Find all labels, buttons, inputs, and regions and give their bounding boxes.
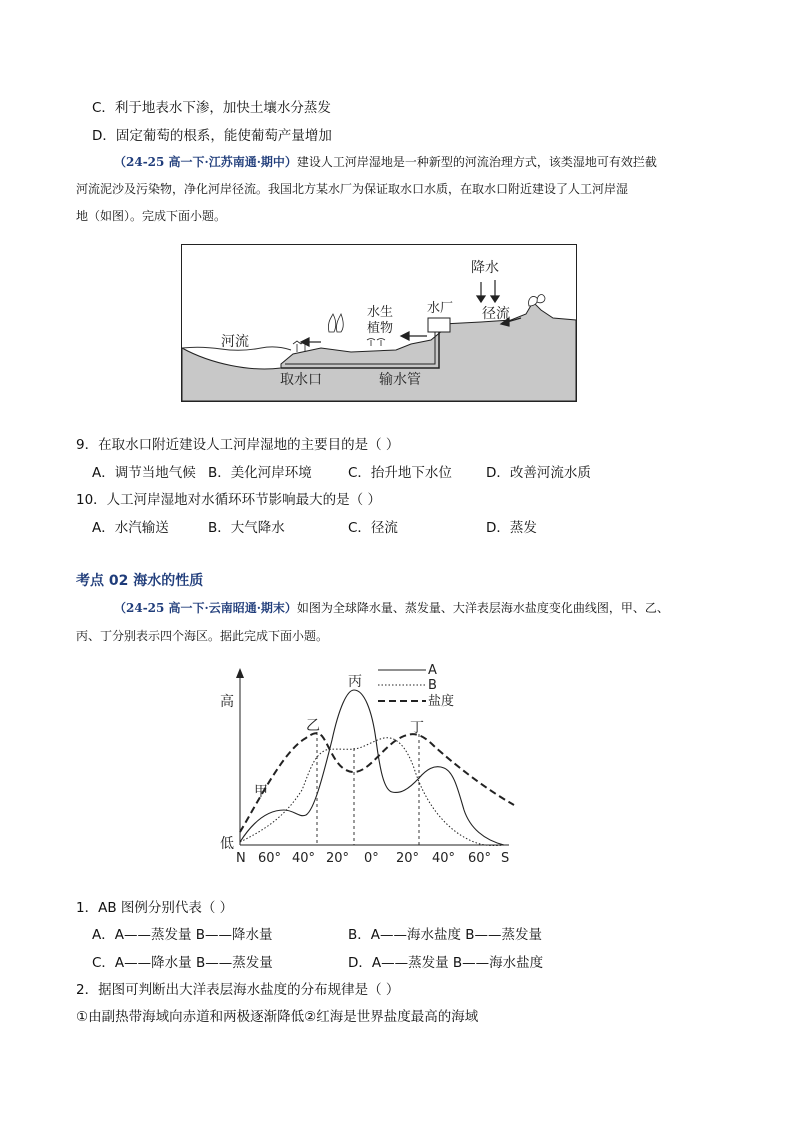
source-tag: （24-25 高一下·云南昭通·期末） <box>114 601 297 615</box>
q9-option-b: B．美化河岸环境 <box>208 465 312 481</box>
label-runoff: 径流 <box>482 306 510 322</box>
x-tick-40s: 40° <box>432 851 456 866</box>
passage-2-line-2: 丙、丁分别表示四个海区。据此完成下面小题。 <box>76 629 329 643</box>
label-pipe: 输水管 <box>379 372 421 388</box>
legend-salinity-label: 盐度 <box>428 694 455 709</box>
passage-2-line-1 <box>114 599 669 616</box>
y-label-low: 低 <box>220 836 234 852</box>
salinity-curve-figure <box>214 660 522 866</box>
q1-option-a: A．A——蒸发量 B——降水量 <box>92 927 273 943</box>
region-label-yi: 乙 <box>306 718 320 734</box>
x-tick-20s: 20° <box>396 851 420 866</box>
y-axis-arrow <box>236 668 244 678</box>
y-label-high: 高 <box>220 694 234 710</box>
option-d: D．固定葡萄的根系，能使葡萄产量增加 <box>92 128 332 144</box>
passage-1-line-1 <box>114 153 657 170</box>
q2-stem: 2．据图可判断出大洋表层海水盐度的分布规律是（ ） <box>76 982 400 998</box>
q1-option-c: C．A——降水量 B——蒸发量 <box>92 955 273 971</box>
q9-option-c: C．抬升地下水位 <box>348 465 452 481</box>
q10-option-a: A．水汽输送 <box>92 520 169 536</box>
passage-text: 如图为全球降水量、蒸发量、大洋表层海水盐度变化曲线图，甲、乙、 <box>296 601 669 615</box>
q10-stem: 10．人工河岸湿地对水循环环节影响最大的是（ ） <box>76 492 381 508</box>
x-tick-40n: 40° <box>292 851 316 866</box>
region-label-jia: 甲 <box>254 784 268 800</box>
q9-option-d: D．改善河流水质 <box>486 465 591 481</box>
x-tick-60s: 60° <box>468 851 492 866</box>
label-aquatic-plants-1: 水生 <box>367 305 394 320</box>
legend <box>378 663 454 709</box>
q1-option-b: B．A——海水盐度 B——蒸发量 <box>348 927 543 943</box>
q10-option-b: B．大气降水 <box>208 520 285 536</box>
curve-a <box>240 690 504 845</box>
q9-stem: 9．在取水口附近建设人工河岸湿地的主要目的是（ ） <box>76 437 400 453</box>
curve-b <box>240 738 504 846</box>
x-tick-s: S <box>501 851 510 866</box>
label-rain: 降水 <box>471 260 499 276</box>
q9-option-a: A．调节当地气候 <box>92 465 196 481</box>
source-tag: （24-25 高一下·江苏南通·期中） <box>114 155 297 169</box>
x-tick-60n: 60° <box>258 851 282 866</box>
label-intake: 取水口 <box>280 372 322 388</box>
q2-statement-line: ①由副热带海域向赤道和两极逐渐降低②红海是世界盐度最高的海域 <box>76 1009 479 1025</box>
section-heading: 考点 02 海水的性质 <box>76 573 204 589</box>
legend-a-label: A <box>428 663 437 678</box>
region-label-ding: 丁 <box>410 720 424 736</box>
label-aquatic-plants-2: 植物 <box>367 321 394 336</box>
label-river: 河流 <box>221 334 249 350</box>
passage-1-line-2: 河流泥沙及污染物，净化河岸径流。我国北方某水厂为保证取水口水质，在取水口附近建设了人工河岸湿 <box>76 182 629 196</box>
wetland-diagram <box>181 244 577 402</box>
x-tick-labels <box>236 851 509 866</box>
region-label-bing: 丙 <box>348 674 362 690</box>
q10-option-d: D．蒸发 <box>486 520 537 536</box>
label-water-plant: 水厂 <box>427 301 454 316</box>
water-plant-building <box>428 318 450 332</box>
q10-option-c: C．径流 <box>348 520 398 536</box>
q1-stem: 1．AB 图例分别代表（ ） <box>76 900 234 916</box>
x-tick-n: N <box>236 851 246 866</box>
option-c: C．利于地表水下渗，加快土壤水分蒸发 <box>92 100 331 116</box>
x-tick-0: 0° <box>364 851 379 866</box>
passage-text: 建设人工河岸湿地是一种新型的河流治理方式，该类湿地可有效拦截 <box>296 155 657 169</box>
legend-b-label: B <box>428 678 437 693</box>
passage-1-line-3: 地（如图）。完成下面小题。 <box>76 209 227 223</box>
q1-option-d: D．A——蒸发量 B——海水盐度 <box>348 955 544 971</box>
region-guides <box>317 732 419 845</box>
x-tick-20n: 20° <box>326 851 350 866</box>
